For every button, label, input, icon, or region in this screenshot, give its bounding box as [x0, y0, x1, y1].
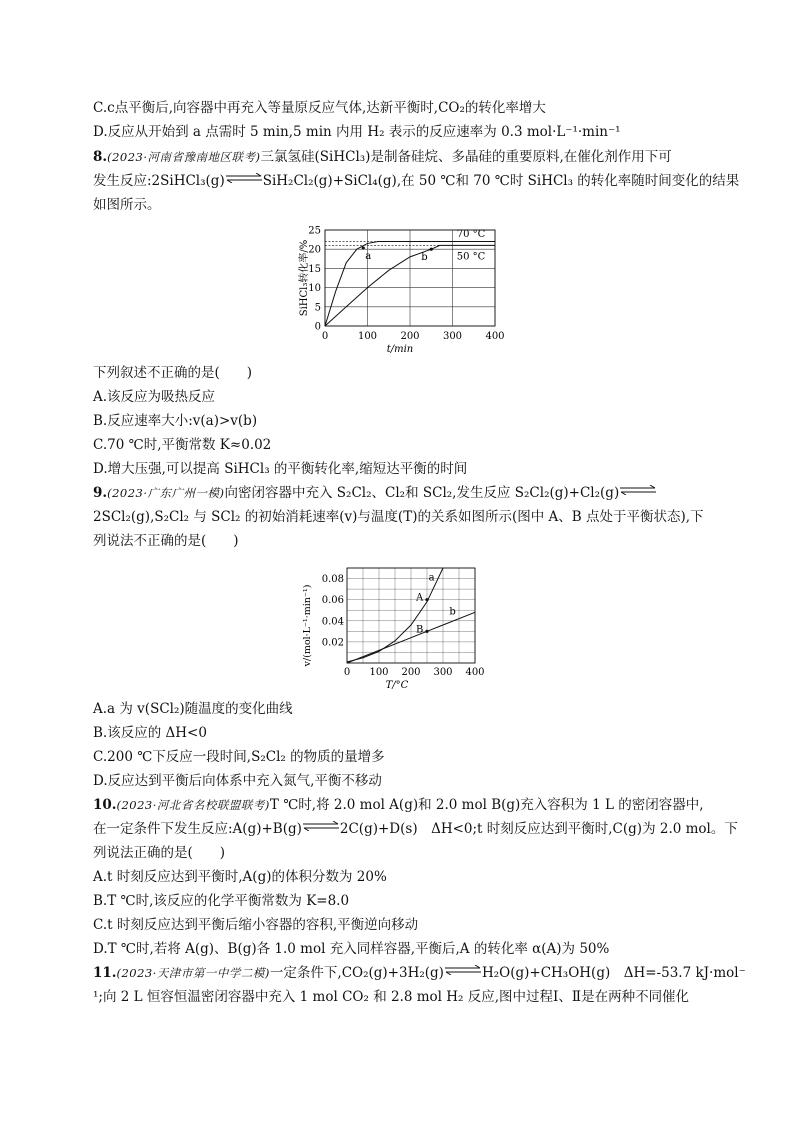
x-tick-label: 0 [343, 667, 351, 678]
data-point [362, 246, 365, 249]
q9-option-c: C.200 ℃下反应一段时间,S₂Cl₂ 的物质的量增多 [93, 749, 385, 765]
q10-stem1: T ℃时,将 2.0 mol A(g)和 2.0 mol B(g)充入容积为 1 L 的密闭容器中, [269, 797, 704, 813]
x-tick-label: 200 [400, 331, 420, 342]
q10-number: 10 [93, 797, 112, 813]
equilibrium-arrow-icon [619, 485, 657, 495]
y-tick-label: 0.02 [321, 637, 344, 649]
equilibrium-arrow-icon [225, 173, 263, 183]
point-label: A [416, 592, 424, 604]
x-tick-label: 200 [401, 667, 421, 678]
q9-source: (2023·广东广州一模) [107, 486, 225, 500]
q8-option-a: A.该反应为吸热反应 [93, 389, 216, 405]
q8-stem2-pre: 发生反应:2SiHCl₃(g) [93, 173, 225, 189]
q9-stem3: 列说法不正确的是( ) [93, 533, 239, 549]
q9-stem1: 向密闭容器中充入 S₂Cl₂、Cl₂和 SCl₂,发生反应 S₂Cl₂(g)+Cl₂(g) [224, 485, 620, 501]
series-label: a [428, 572, 435, 584]
y-axis-title: SiHCl₃转化率/% [299, 239, 310, 317]
q7-option-c: C.c点平衡后,向容器中再充入等量原反应气体,达新平衡时,CO₂的转化率增大 [93, 100, 546, 116]
data-point [430, 248, 433, 251]
y-tick-label: 5 [314, 302, 321, 314]
q11-stem-line1: 11.(2023·天津市第一中学二模)一定条件下,CO₂(g)+3H₂(g) H₂O(g)+CH₃OH(g) ΔH=-53.7 kJ·mol⁻ [93, 965, 746, 981]
x-axis-title: t/min [386, 344, 414, 355]
q11-source: (2023·天津市第一中学二模) [116, 966, 270, 980]
q11-stem1-post: H₂O(g)+CH₃OH(g) ΔH=-53.7 kJ·mol⁻ [481, 965, 746, 981]
equilibrium-arrow-icon [444, 965, 482, 975]
q10-option-b: B.T ℃时,该反应的化学平衡常数为 K=8.0 [93, 893, 350, 909]
x-tick-label: 400 [485, 331, 505, 342]
q8-stem1: 三氯氢硅(SiHCl₃)是制备硅烷、多晶硅的重要原料,在催化剂作用下可 [260, 149, 672, 165]
x-tick-label: 0 [321, 331, 329, 342]
q10-option-c: C.t 时刻反应达到平衡后缩小容器的容积,平衡逆向移动 [93, 917, 419, 933]
legend-label: 70 °C [456, 228, 486, 240]
q10-stem3: 列说法正确的是( ) [93, 845, 226, 861]
series-label: b [449, 606, 456, 618]
q10-option-a: A.t 时刻反应达到平衡时,A(g)的体积分数为 20% [93, 869, 387, 885]
q8-option-c: C.70 ℃时,平衡常数 K≈0.02 [93, 437, 272, 453]
data-point [425, 630, 428, 633]
point-label: b [421, 252, 428, 264]
x-tick-label: 400 [465, 667, 485, 678]
q8-stem3: 如图所示。 [93, 197, 161, 213]
legend-label: 50 °C [456, 251, 486, 263]
q9-stem2: 2SCl₂(g),S₂Cl₂ 与 SCl₂ 的初始消耗速率(v)与温度(T)的关系如图所示(图中 A、B 点处于平衡状态),下 [93, 509, 704, 525]
x-axis-title: T/°C [385, 680, 409, 690]
y-tick-label: 10 [308, 283, 321, 295]
q9-option-d: D.反应达到平衡后向体系中充入氮气,平衡不移动 [93, 773, 382, 789]
q7-option-d: D.反应从开始到 a 点需时 5 min,5 min 内用 H₂ 表示的反应速率为 0.3 mol·L⁻¹·min⁻¹ [93, 124, 621, 140]
y-tick-label: 25 [308, 225, 321, 237]
q8-option-d: D.增大压强,可以提高 SiHCl₃ 的平衡转化率,缩短达平衡的时间 [93, 461, 468, 477]
q10-source: (2023·河北省名校联盟联考) [116, 798, 270, 812]
q10-stem-line1: 10.(2023·河北省名校联盟联考)T ℃时,将 2.0 mol A(g)和 2.0 mol B(g)充入容积为 1 L 的密闭容器中, [93, 797, 704, 813]
q8-option-b: B.反应速率大小:v(a)>v(b) [93, 413, 258, 429]
y-tick-label: 0.08 [321, 574, 344, 586]
q11-stem1-pre: 一定条件下,CO₂(g)+3H₂(g) [269, 965, 444, 981]
q10-option-d: D.T ℃时,若将 A(g)、B(g)各 1.0 mol 充入同样容器,平衡后,A 的转化率 α(A)为 50% [93, 941, 610, 957]
q10-stem2-pre: 在一定条件下发生反应:A(g)+B(g) [93, 821, 302, 837]
x-tick-label: 100 [369, 667, 389, 678]
q11-number: 11 [93, 965, 112, 981]
q11-stem2: ¹;向 2 L 恒容恒温密闭容器中充入 1 mol CO₂ 和 2.8 mol H₂ 反应,图中过程Ⅰ、Ⅱ是在两种不同催化 [93, 989, 690, 1005]
x-tick-label: 100 [357, 331, 378, 342]
x-tick-label: 300 [442, 331, 463, 342]
x-tick-label: 300 [433, 667, 453, 678]
sihcl3-conversion-chart [295, 220, 535, 355]
y-tick-label: 15 [308, 263, 321, 275]
q9-option-b: B.该反应的 ΔH<0 [93, 725, 207, 741]
q8-source: (2023·河南省豫南地区联考) [107, 150, 261, 164]
q8-question: 下列叙述不正确的是( ) [93, 365, 253, 381]
point-label: B [416, 624, 424, 636]
q8-stem-line1: 8.(2023·河南省豫南地区联考)三氯氢硅(SiHCl₃)是制备硅烷、多晶硅的重要原料,在催化剂作用下可 [93, 149, 672, 165]
point-label: a [365, 251, 372, 263]
q9-number: 9 [93, 485, 103, 501]
y-tick-label: 0.04 [321, 616, 344, 628]
q8-stem2-post: SiH₂Cl₂(g)+SiCl₄(g),在 50 ℃和 70 ℃时 SiHCl₃ 的转化率随时间变化的结果 [262, 173, 740, 189]
q9-option-a: A.a 为 v(SCl₂)随温度的变化曲线 [93, 701, 293, 717]
data-point [425, 598, 428, 601]
y-tick-label: 0 [314, 321, 321, 333]
q8-number: 8 [93, 149, 103, 165]
q10-stem2-post: 2C(g)+D(s) ΔH<0;t 时刻反应达到平衡时,C(g)为 2.0 mol。下 [339, 821, 738, 837]
q8-stem-line2 [93, 172, 739, 190]
equilibrium-arrow-icon [302, 821, 340, 831]
y-tick-label: 20 [308, 244, 321, 256]
rate-vs-temperature-chart [300, 560, 500, 690]
y-axis-title: v/(mol·L⁻¹·min⁻¹) [302, 584, 313, 667]
q10-stem-line2 [93, 820, 738, 838]
y-tick-label: 0.06 [321, 595, 344, 607]
q9-stem-line1: 9.(2023·广东广州一模)向密闭容器中充入 S₂Cl₂、Cl₂和 SCl₂,发生反应 S₂Cl₂(g)+Cl₂(g) [93, 484, 657, 502]
